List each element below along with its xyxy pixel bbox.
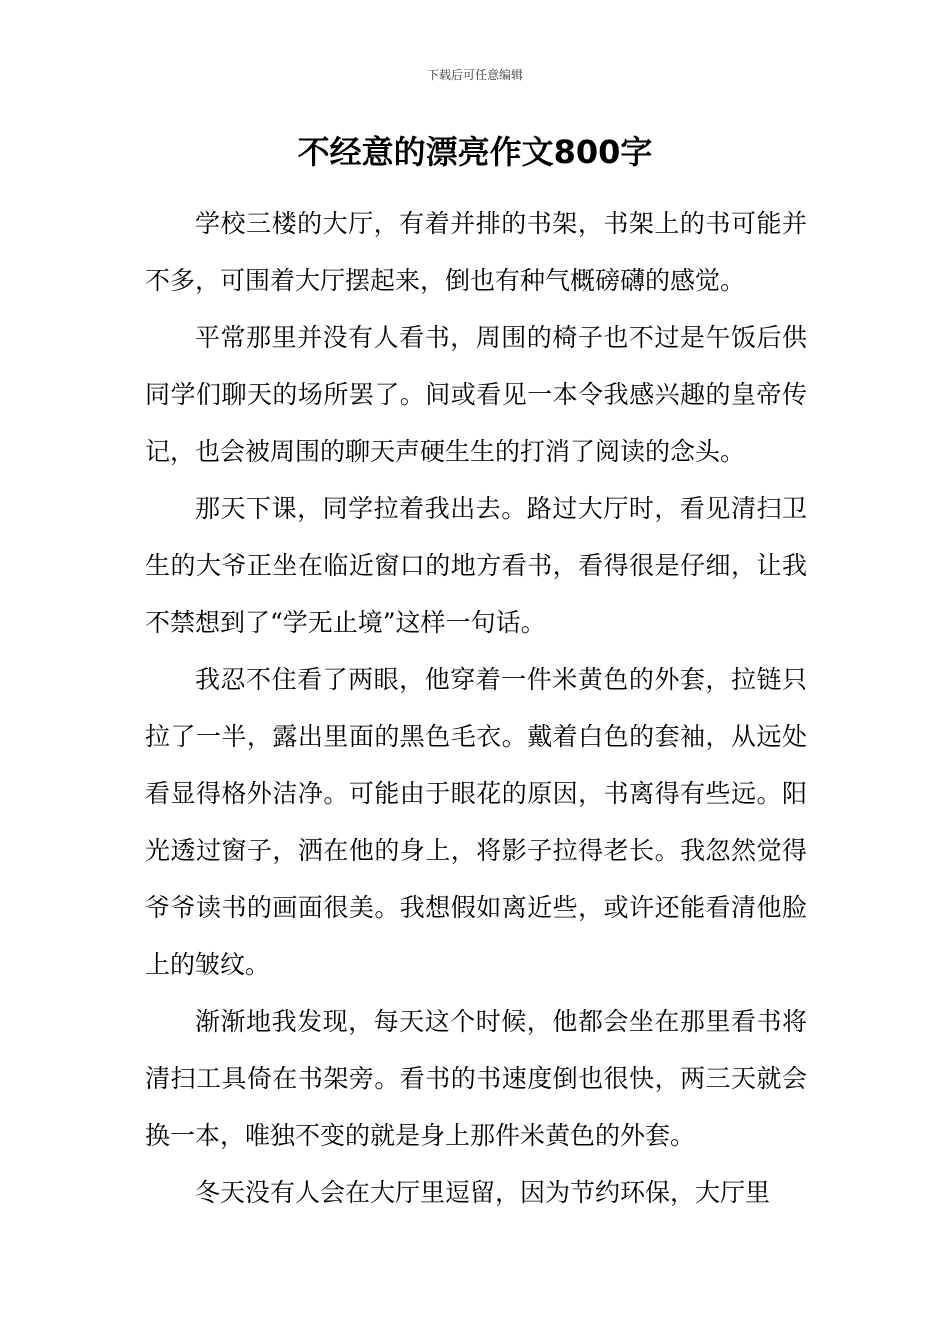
paragraph-3: 那天下课，同学拉着我出去。路过大厅时，看见清扫卫生的大爷正坐在临近窗口的地方看书，看得很是仔细，让我不禁想到了“学无止境”这样一句话。 — [145, 494, 807, 637]
document-title: 不经意的漂亮作文800字 — [297, 133, 653, 171]
paragraph-4: 我忍不住看了两眼，他穿着一件米黄色的外套，拉链只拉了一半，露出里面的黑色毛衣。戴着白色的套袖，从远处看显得格外洁净。可能由于眼花的原因，书离得有些远。阳光透过窗子，洒在他的身上，将影子拉得老长。我忽然觉得爷爷读书的画面很美。我想假如离近些，或许还能看清他脸上的皱纹。 — [145, 665, 807, 979]
header-note: 下载后可任意编辑 — [426, 68, 523, 82]
paragraph-6: 冬天没有人会在大厅里逗留，因为节约环保，大厅里 — [195, 1178, 771, 1207]
paragraph-1: 学校三楼的大厅，有着并排的书架，书架上的书可能并不多，可围着大厅摆起来，倒也有种气概磅礴的感觉。 — [145, 209, 807, 295]
paragraph-5: 渐渐地我发现，每天这个时候，他都会坐在那里看书将清扫工具倚在书架旁。看书的书速度倒也很快，两三天就会换一本，唯独不变的就是身上那件米黄色的外套。 — [145, 1007, 807, 1150]
essay-body — [145, 195, 807, 1221]
paragraph-2: 平常那里并没有人看书，周围的椅子也不过是午饭后供同学们聊天的场所罢了。间或看见一本令我感兴趣的皇帝传记，也会被周围的聊天声硬生生的打消了阅读的念头。 — [145, 323, 807, 466]
